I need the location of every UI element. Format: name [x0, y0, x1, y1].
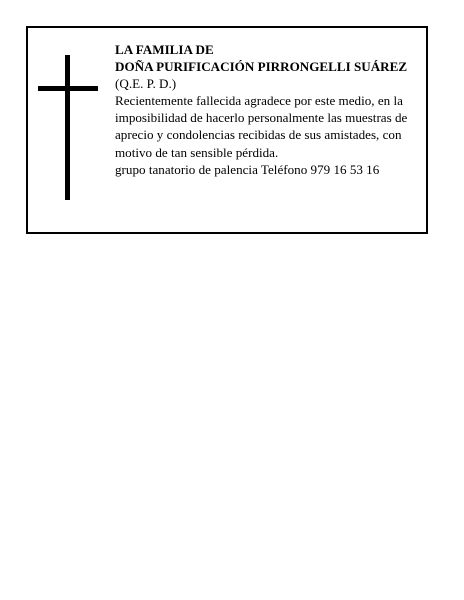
- body-line: imposibilidad de hacerlo personalmente las muestras de: [115, 110, 408, 126]
- family-heading: LA FAMILIA DE: [115, 42, 214, 57]
- funeral-home-contact: grupo tanatorio de palencia Teléfono 979 16 53 16: [115, 161, 380, 177]
- body-line: motivo de tan sensible pérdida.: [115, 144, 279, 160]
- cross-icon: [38, 55, 98, 200]
- obituary-notice: [26, 26, 428, 234]
- notice-text: [115, 41, 425, 178]
- cross-horizontal-bar: [38, 86, 98, 91]
- body-line: aprecio y condolencias recibidas de sus amistades, con: [115, 127, 402, 143]
- cross-vertical-bar: [65, 55, 70, 200]
- deceased-name: DOÑA PURIFICACIÓN PIRRONGELLI SUÁREZ: [115, 59, 408, 75]
- qepd-line: (Q.E. P. D.): [115, 76, 177, 92]
- body-line: Recientemente fallecida agradece por este medio, en la: [115, 93, 403, 109]
